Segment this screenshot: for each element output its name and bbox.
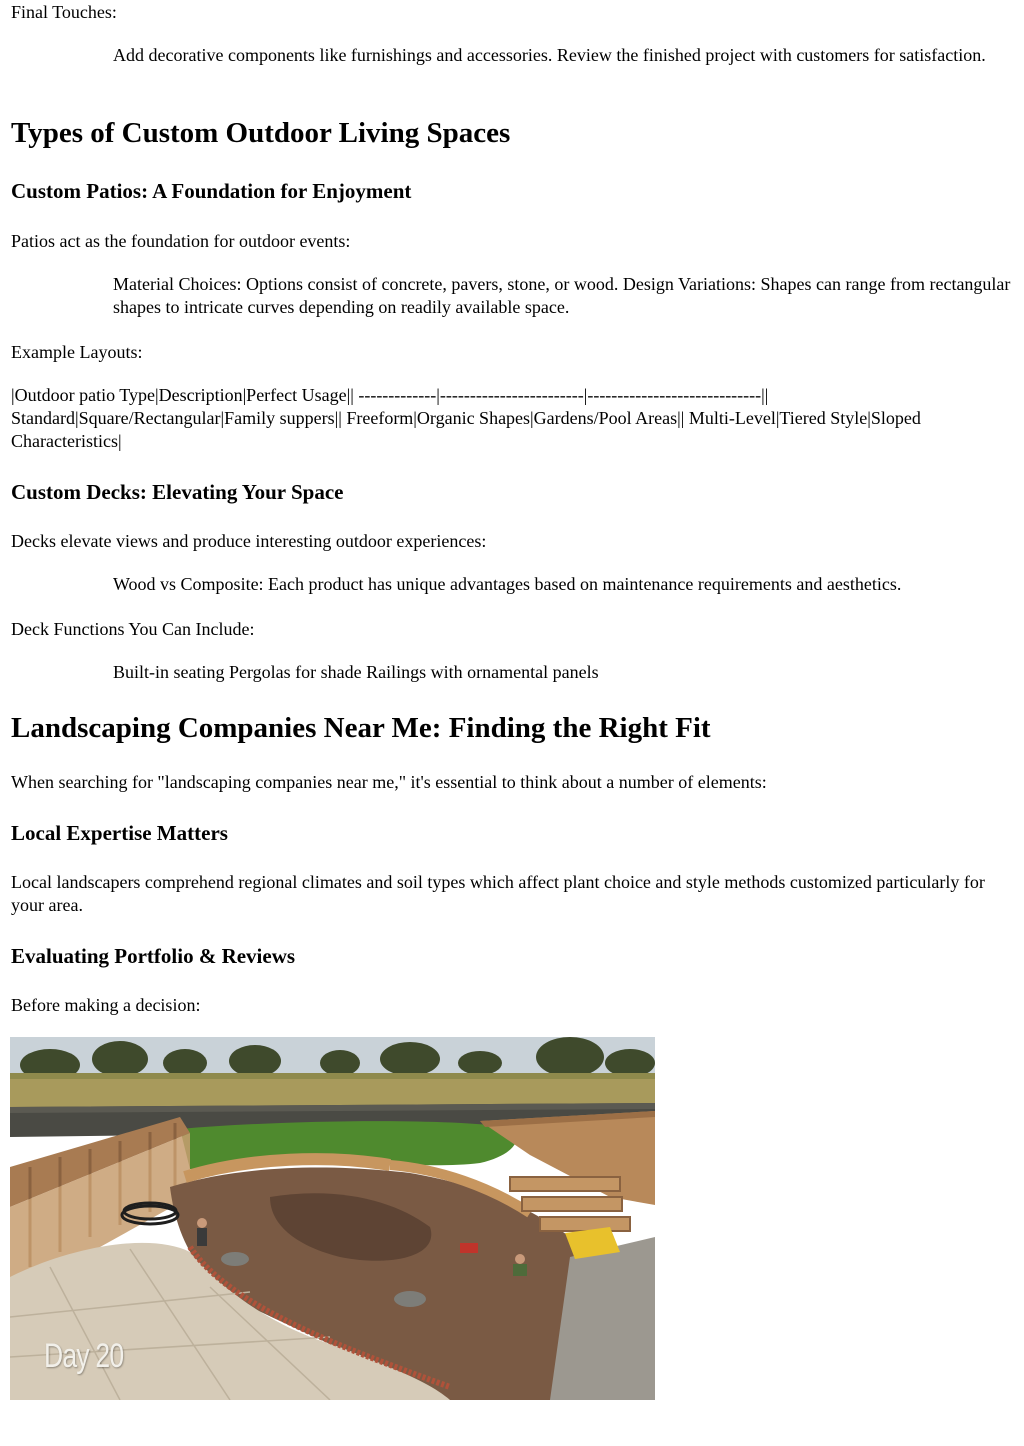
decks-detail: Wood vs Composite: Each product has unique advantages based on maintenance requirements and aesthetics. [113,574,902,594]
final-touches-label: Final Touches: [11,2,117,22]
deck-functions-text: Built-in seating Pergolas for shade Railings with ornamental panels [113,662,599,682]
decks-intro: Decks elevate views and produce interesting outdoor experiences: [11,531,487,551]
deck-functions-label: Deck Functions You Can Include: [11,619,255,639]
patios-detail: Material Choices: Options consist of concrete, pavers, stone, or wood. Design Variations: Shapes can range from rectangular shapes to intricate curves depending on readily available space. [113,274,1011,317]
types-section-heading: Types of Custom Outdoor Living Spaces [11,117,511,149]
decks-heading: Custom Decks: Elevating Your Space [11,480,344,504]
local-expertise-heading: Local Expertise Matters [11,821,228,845]
layouts-table-text: |Outdoor patio Type|Description|Perfect Usage|| -------------|------------------------|-----------------------------|| Standard|Square/Rectangular|Family suppers|| Freeform|Organic Shapes|Gardens/Pool Areas|| Multi-Level|Tiered Style|Sloped Characteristics| [11,385,921,451]
companies-intro: When searching for "landscaping companies near me," it's essential to think about a number of elements: [11,772,767,792]
local-expertise-text: Local landscapers comprehend regional climates and soil types which affect plant choice and style methods customized particularly for your area. [11,872,985,915]
portfolio-text: Before making a decision: [11,995,201,1015]
garden-construction-photo [10,1037,655,1400]
portfolio-heading: Evaluating Portfolio & Reviews [11,944,296,968]
patios-intro: Patios act as the foundation for outdoor events: [11,231,351,251]
final-touches-text: Add decorative components like furnishings and accessories. Review the finished project with customers for satisfaction. [113,45,986,65]
layouts-label: Example Layouts: [11,342,143,362]
patios-heading: Custom Patios: A Foundation for Enjoyment [11,179,412,203]
photo-day-label: Day 20 [44,1337,124,1375]
companies-section-heading: Landscaping Companies Near Me: Finding the Right Fit [11,712,711,744]
